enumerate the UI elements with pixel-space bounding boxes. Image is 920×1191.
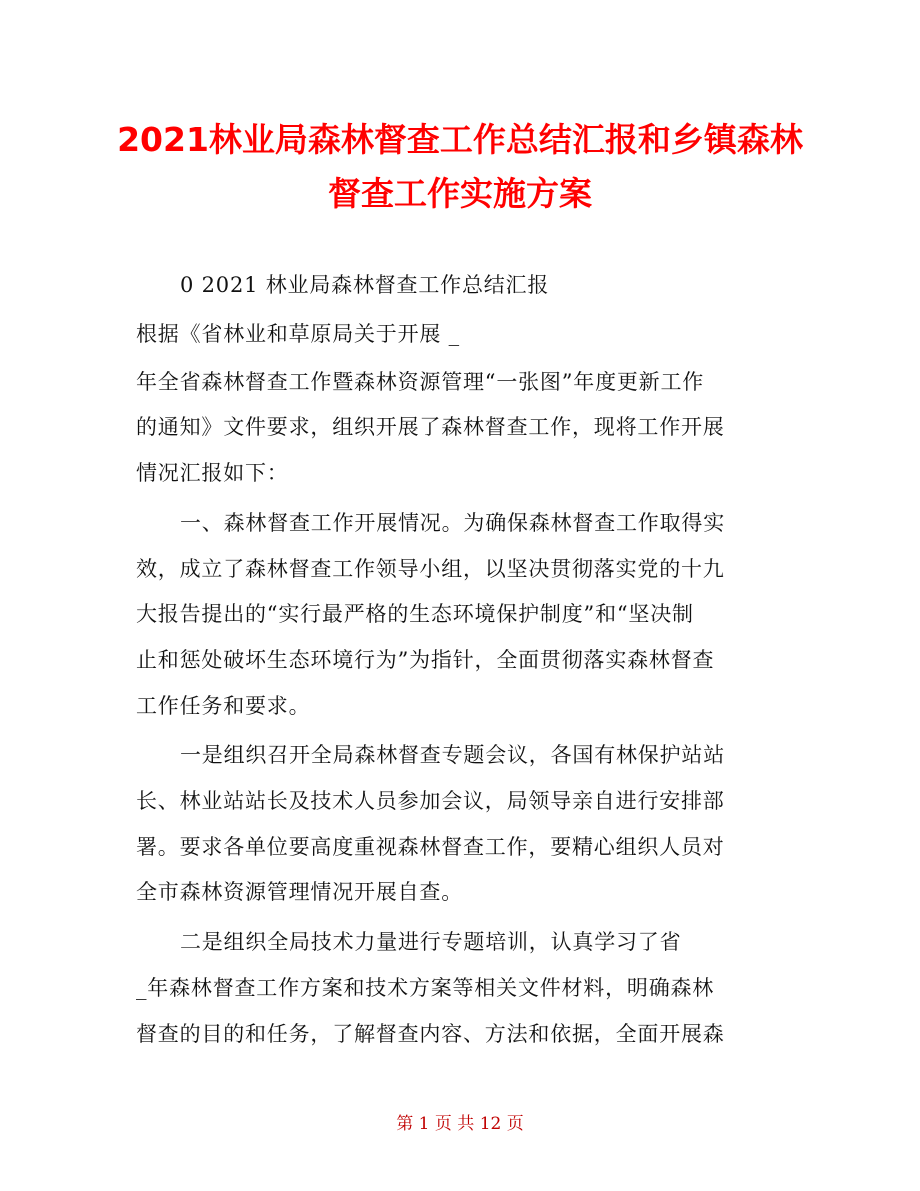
paragraph-line: _年森林督查工作方案和技术方案等相关文件材料，明确森林 bbox=[136, 976, 715, 1000]
paragraph-line: 一是组织召开全局森林督查专题会议，各国有林保护站站 bbox=[180, 743, 725, 767]
paragraph-line: 二是组织全局技术力量进行专题培训，认真学习了省 bbox=[180, 930, 682, 954]
paragraph-line: 年全省森林督查工作暨森林资源管理“一张图”年度更新工作 bbox=[136, 370, 705, 394]
section-heading: 0 2021 林业局森林督查工作总结汇报 bbox=[180, 273, 550, 297]
paragraph-line: 署。要求各单位要高度重视森林督查工作，要精心组织人员对 bbox=[136, 835, 725, 859]
paragraph-line: 督查的目的和任务，了解督查内容、方法和依据，全面开展森 bbox=[136, 1022, 725, 1046]
paragraph-line: 工作任务和要求。 bbox=[136, 694, 311, 718]
paragraph-line: 止和惩处破坏生态环境行为”为指针，全面贯彻落实森林督查 bbox=[136, 648, 715, 672]
document-title-line-1: 2021林业局森林督查工作总结汇报和乡镇森林 bbox=[117, 120, 803, 159]
paragraph-line: 的通知》文件要求，组织开展了森林督查工作，现将工作开展 bbox=[136, 415, 725, 439]
paragraph-line: 情况汇报如下： bbox=[136, 461, 289, 485]
paragraph-line: 长、林业站站长及技术人员参加会议，局领导亲自进行安排部 bbox=[136, 789, 725, 813]
document-title-line-2: 督查工作实施方案 bbox=[328, 174, 592, 213]
paragraph-line: 效，成立了森林督查工作领导小组，以坚决贯彻落实党的十九 bbox=[136, 557, 725, 581]
paragraph-line: 根据《省林业和草原局关于开展 _ bbox=[136, 322, 460, 346]
paragraph-line: 大报告提出的“实行最严格的生态环境保护制度”和“坚决制 bbox=[136, 602, 694, 626]
paragraph-line: 一、森林督查工作开展情况。为确保森林督查工作取得实 bbox=[180, 511, 725, 535]
page-number-footer: 第 1 页 共 12 页 bbox=[396, 1114, 524, 1134]
paragraph-line: 全市森林资源管理情况开展自查。 bbox=[136, 880, 463, 904]
